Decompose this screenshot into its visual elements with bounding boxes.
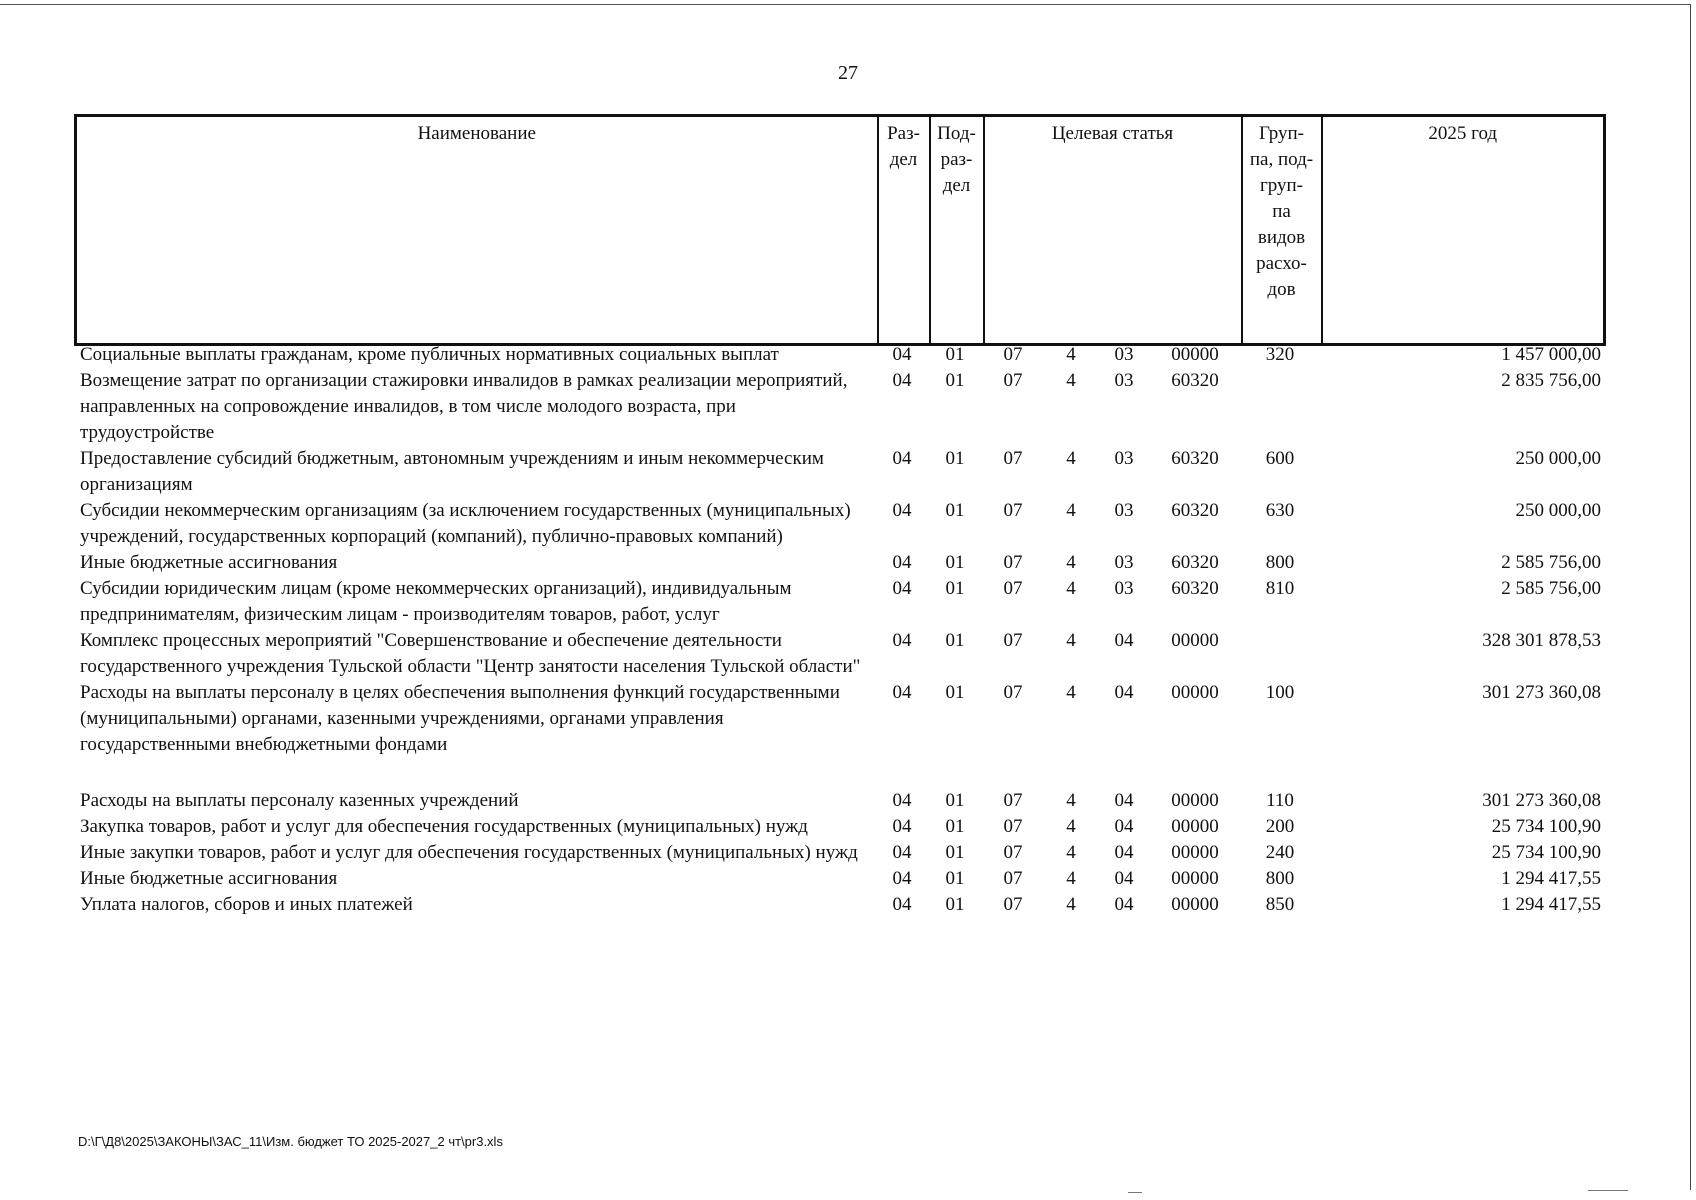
cell-group: 800 bbox=[1265, 868, 1295, 889]
cell-target-program: 07 bbox=[1003, 370, 1023, 391]
cell-target-type: 4 bbox=[1066, 630, 1076, 651]
cell-podrazdel: 01 bbox=[945, 868, 965, 889]
cell-target-direction: 60320 bbox=[1171, 370, 1219, 391]
cell-target-direction: 00000 bbox=[1171, 344, 1219, 365]
cell-target-structural: 04 bbox=[1114, 630, 1134, 651]
table-row bbox=[74, 892, 1603, 918]
table-row bbox=[74, 498, 1603, 550]
cell-amount: 250 000,00 bbox=[1515, 448, 1601, 469]
column-header-target-article: Целевая статья bbox=[984, 116, 1242, 345]
cell-podrazdel: 01 bbox=[945, 790, 965, 811]
cell-target-program: 07 bbox=[1003, 344, 1023, 365]
cell-target-type: 4 bbox=[1066, 448, 1076, 469]
cell-amount: 2 835 756,00 bbox=[1501, 370, 1601, 391]
cell-target-program: 07 bbox=[1003, 894, 1023, 915]
data-table bbox=[74, 342, 1603, 918]
cell-podrazdel: 01 bbox=[945, 500, 965, 521]
table-row bbox=[74, 446, 1603, 498]
table-header bbox=[74, 114, 1606, 346]
cell-target-type: 4 bbox=[1066, 842, 1076, 863]
cell-target-structural: 04 bbox=[1114, 790, 1134, 811]
cell-target-program: 07 bbox=[1003, 552, 1023, 573]
cell-group: 320 bbox=[1265, 344, 1295, 365]
cell-razdel: 04 bbox=[892, 816, 912, 837]
cell-name: Субсидии юридическим лицам (кроме некоммерческих организаций), индивидуальным предпринимателям, физическим лицам - производителям товаров, работ, услуг bbox=[80, 578, 792, 625]
cell-target-structural: 03 bbox=[1114, 448, 1134, 469]
cell-target-structural: 03 bbox=[1114, 578, 1134, 599]
cell-razdel: 04 bbox=[892, 370, 912, 391]
cell-target-program: 07 bbox=[1003, 868, 1023, 889]
cell-target-structural: 04 bbox=[1114, 816, 1134, 837]
cell-name: Иные закупки товаров, работ и услуг для обеспечения государственных (муниципальных) нужд bbox=[80, 842, 858, 863]
cell-target-program: 07 bbox=[1003, 630, 1023, 651]
cell-group: 630 bbox=[1265, 500, 1295, 521]
cell-group: 240 bbox=[1265, 842, 1295, 863]
cell-podrazdel: 01 bbox=[945, 448, 965, 469]
cell-amount: 301 273 360,08 bbox=[1482, 682, 1601, 703]
cell-target-direction: 00000 bbox=[1171, 816, 1219, 837]
cell-target-direction: 60320 bbox=[1171, 552, 1219, 573]
table-row bbox=[74, 680, 1603, 788]
cell-amount: 1 457 000,00 bbox=[1501, 344, 1601, 365]
cell-razdel: 04 bbox=[892, 552, 912, 573]
table-row bbox=[74, 342, 1603, 368]
cell-target-type: 4 bbox=[1066, 578, 1076, 599]
cell-group: 810 bbox=[1265, 578, 1295, 599]
cell-target-structural: 04 bbox=[1114, 682, 1134, 703]
cell-razdel: 04 bbox=[892, 344, 912, 365]
cell-amount: 250 000,00 bbox=[1515, 500, 1601, 521]
cell-target-type: 4 bbox=[1066, 868, 1076, 889]
cell-target-structural: 04 bbox=[1114, 894, 1134, 915]
cell-razdel: 04 bbox=[892, 448, 912, 469]
cell-target-program: 07 bbox=[1003, 842, 1023, 863]
cell-target-type: 4 bbox=[1066, 790, 1076, 811]
column-header-razdel: Раз- дел bbox=[878, 116, 930, 345]
cell-amount: 2 585 756,00 bbox=[1501, 552, 1601, 573]
cell-podrazdel: 01 bbox=[945, 630, 965, 651]
scan-border bbox=[0, 4, 1690, 5]
cell-target-structural: 03 bbox=[1114, 500, 1134, 521]
cell-name: Возмещение затрат по организации стажировки инвалидов в рамках реализации мероприятий, направленных на сопровождение инвалидов, в том числе молодого возраста, при трудоустройстве bbox=[80, 370, 848, 443]
cell-group: 850 bbox=[1265, 894, 1295, 915]
table-row bbox=[74, 368, 1603, 446]
cell-name: Иные бюджетные ассигнования bbox=[80, 868, 338, 889]
cell-target-structural: 04 bbox=[1114, 868, 1134, 889]
cell-target-program: 07 bbox=[1003, 682, 1023, 703]
cell-group bbox=[1240, 628, 1320, 680]
cell-amount: 301 273 360,08 bbox=[1482, 790, 1601, 811]
cell-podrazdel: 01 bbox=[945, 894, 965, 915]
scan-artifact bbox=[1128, 1192, 1142, 1193]
cell-target-type: 4 bbox=[1066, 370, 1076, 391]
column-header-podrazdel: Под- раз- дел bbox=[930, 116, 984, 345]
cell-razdel: 04 bbox=[892, 578, 912, 599]
cell-podrazdel: 01 bbox=[945, 842, 965, 863]
cell-amount: 328 301 878,53 bbox=[1482, 630, 1601, 651]
cell-name: Комплекс процессных мероприятий "Совершенствование и обеспечение деятельности государственного учреждения Тульской области "Центр занятости населения Тульской области" bbox=[80, 630, 861, 677]
cell-razdel: 04 bbox=[892, 894, 912, 915]
cell-target-structural: 04 bbox=[1114, 842, 1134, 863]
cell-target-program: 07 bbox=[1003, 816, 1023, 837]
footer-file-path: D:\Г\Д8\2025\ЗАКОНЫ\ЗАС_11\Изм. бюджет ТО 2025-2027_2 чт\pr3.xls bbox=[78, 1134, 503, 1149]
cell-target-direction: 00000 bbox=[1171, 682, 1219, 703]
cell-razdel: 04 bbox=[892, 790, 912, 811]
cell-podrazdel: 01 bbox=[945, 682, 965, 703]
cell-amount: 25 734 100,90 bbox=[1491, 816, 1601, 837]
column-header-name: Наименование bbox=[76, 116, 878, 345]
table-row bbox=[74, 866, 1603, 892]
cell-target-structural: 03 bbox=[1114, 370, 1134, 391]
table-row bbox=[74, 628, 1603, 680]
cell-target-direction: 00000 bbox=[1171, 868, 1219, 889]
cell-target-direction: 00000 bbox=[1171, 842, 1219, 863]
cell-group: 110 bbox=[1266, 790, 1294, 811]
cell-razdel: 04 bbox=[892, 682, 912, 703]
cell-razdel: 04 bbox=[892, 500, 912, 521]
page-number: 27 bbox=[838, 62, 858, 84]
cell-name: Социальные выплаты гражданам, кроме публичных нормативных социальных выплат bbox=[80, 344, 779, 365]
cell-target-direction: 60320 bbox=[1171, 578, 1219, 599]
cell-target-program: 07 bbox=[1003, 500, 1023, 521]
cell-razdel: 04 bbox=[892, 630, 912, 651]
cell-name: Закупка товаров, работ и услуг для обеспечения государственных (муниципальных) нужд bbox=[80, 816, 808, 837]
cell-target-type: 4 bbox=[1066, 894, 1076, 915]
cell-name: Уплата налогов, сборов и иных платежей bbox=[80, 894, 413, 915]
cell-target-structural: 03 bbox=[1114, 552, 1134, 573]
cell-target-program: 07 bbox=[1003, 578, 1023, 599]
cell-target-direction: 00000 bbox=[1171, 630, 1219, 651]
cell-target-program: 07 bbox=[1003, 790, 1023, 811]
cell-target-direction: 60320 bbox=[1171, 448, 1219, 469]
cell-podrazdel: 01 bbox=[945, 578, 965, 599]
cell-target-type: 4 bbox=[1066, 500, 1076, 521]
cell-name: Расходы на выплаты персоналу казенных учреждений bbox=[80, 790, 519, 811]
table-row bbox=[74, 840, 1603, 866]
cell-amount: 1 294 417,55 bbox=[1501, 868, 1601, 889]
cell-group: 600 bbox=[1265, 448, 1295, 469]
cell-name: Расходы на выплаты персоналу в целях обеспечения выполнения функций государственными (муниципальными) органами, казенными учреждениями, органами управления государственными внебюджетными фондами bbox=[80, 682, 840, 755]
cell-podrazdel: 01 bbox=[945, 370, 965, 391]
column-header-year: 2025 год bbox=[1322, 116, 1605, 345]
cell-target-type: 4 bbox=[1066, 682, 1076, 703]
cell-target-direction: 00000 bbox=[1171, 894, 1219, 915]
cell-target-type: 4 bbox=[1066, 816, 1076, 837]
cell-group: 200 bbox=[1265, 816, 1295, 837]
table-row bbox=[74, 550, 1603, 576]
scan-artifact bbox=[1588, 1190, 1628, 1191]
cell-podrazdel: 01 bbox=[945, 344, 965, 365]
cell-target-type: 4 bbox=[1066, 344, 1076, 365]
scan-border bbox=[1690, 4, 1691, 1190]
cell-group: 800 bbox=[1265, 552, 1295, 573]
cell-name: Иные бюджетные ассигнования bbox=[80, 552, 338, 573]
cell-amount: 25 734 100,90 bbox=[1491, 842, 1601, 863]
cell-target-program: 07 bbox=[1003, 448, 1023, 469]
table-row bbox=[74, 576, 1603, 628]
cell-name: Предоставление субсидий бюджетным, автономным учреждениям и иным некоммерческим организациям bbox=[80, 448, 824, 495]
cell-group bbox=[1240, 368, 1320, 446]
cell-amount: 2 585 756,00 bbox=[1501, 578, 1601, 599]
cell-razdel: 04 bbox=[892, 842, 912, 863]
cell-target-direction: 00000 bbox=[1171, 790, 1219, 811]
cell-razdel: 04 bbox=[892, 868, 912, 889]
cell-amount: 1 294 417,55 bbox=[1501, 894, 1601, 915]
cell-group: 100 bbox=[1265, 682, 1295, 703]
cell-target-structural: 03 bbox=[1114, 344, 1134, 365]
cell-target-direction: 60320 bbox=[1171, 500, 1219, 521]
cell-target-type: 4 bbox=[1066, 552, 1076, 573]
cell-podrazdel: 01 bbox=[945, 816, 965, 837]
column-header-group: Груп- па, под- груп- па видов расхо- дов bbox=[1242, 116, 1322, 345]
table-row bbox=[74, 814, 1603, 840]
cell-name: Субсидии некоммерческим организациям (за исключением государственных (муниципальных) учреждений, государственных корпораций (компаний), публично-правовых компаний) bbox=[80, 500, 851, 547]
table-row bbox=[74, 788, 1603, 814]
cell-podrazdel: 01 bbox=[945, 552, 965, 573]
